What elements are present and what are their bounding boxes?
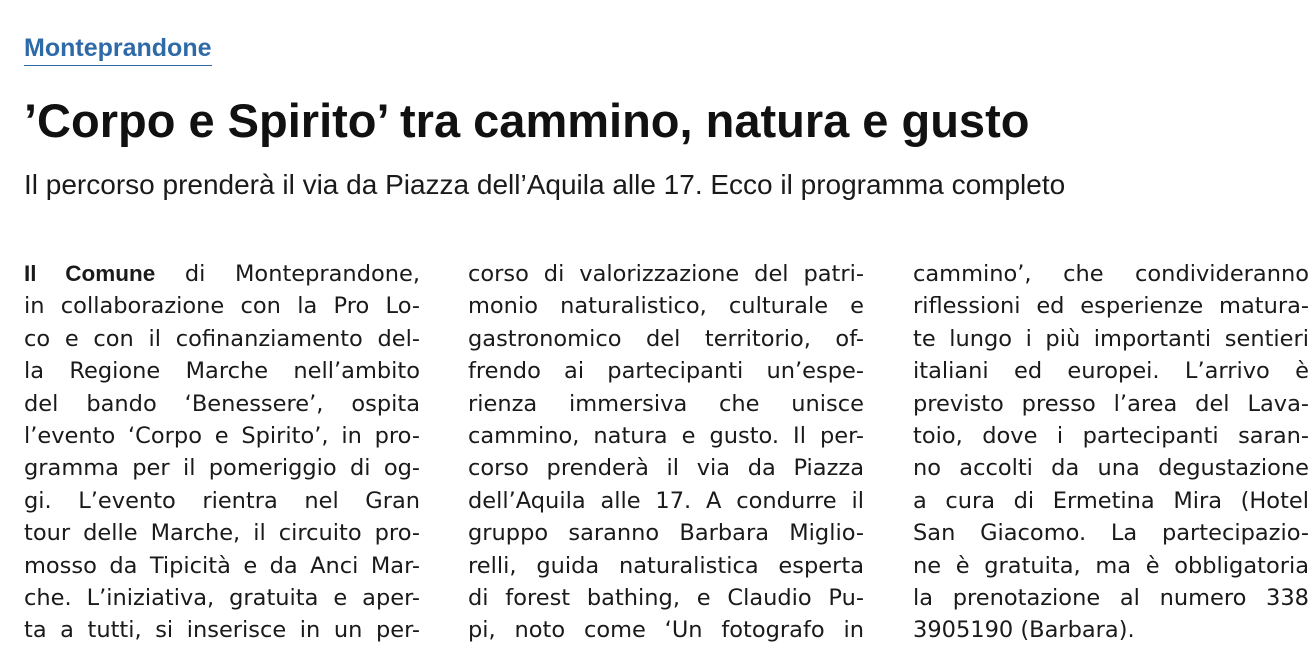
text-line: ta a tutti, si inserisce in un per- xyxy=(24,617,420,644)
text-line: rienza immersiva che unisce xyxy=(468,390,864,417)
text-line: frendo ai partecipanti un’espe- xyxy=(468,358,864,385)
text-line: in collaborazione con la Pro Lo- xyxy=(24,293,420,320)
text-line: relli, guida naturalistica esperta xyxy=(468,552,864,579)
text-line-content: di Monteprandone, xyxy=(155,261,420,287)
text-line: San Giacomo. La partecipazio- xyxy=(913,520,1309,547)
text-line: mosso da Tipicità e da Anci Mar- xyxy=(24,552,420,579)
text-line: no accolti da una degustazione xyxy=(913,455,1309,482)
text-line: co e con il cofinanziamento del- xyxy=(24,325,420,352)
text-line: riflessioni ed esperienze matura- xyxy=(913,293,1309,320)
article-column-2 xyxy=(468,258,864,647)
text-line: pi, noto come ‘Un fotografo in xyxy=(468,617,864,644)
text-line: monio naturalistico, culturale e xyxy=(468,293,864,320)
article-column-1 xyxy=(24,258,420,647)
text-line: di forest bathing, e Claudio Pu- xyxy=(468,584,864,611)
text-line: ne è gratuita, ma è obbligatoria xyxy=(913,552,1309,579)
subheadline: Il percorso prenderà il via da Piazza dell’Aquila alle 17. Ecco il programma completo xyxy=(24,169,1066,200)
article-column-3 xyxy=(913,258,1309,647)
headline: ’Corpo e Spirito’ tra cammino, natura e gusto xyxy=(24,94,1030,147)
lead-in: Il Comune xyxy=(24,261,156,286)
text-line: cammino’, che condivideranno xyxy=(913,261,1309,287)
text-line: corso prenderà il via da Piazza xyxy=(468,455,864,482)
section-label[interactable]: Monteprandone xyxy=(24,32,212,66)
text-line: gi. L’evento rientra nel Gran xyxy=(24,487,420,514)
text-line: gramma per il pomeriggio di og- xyxy=(24,455,420,482)
text-line: te lungo i più importanti sentieri xyxy=(913,325,1309,352)
text-line: cammino, natura e gusto. Il per- xyxy=(468,422,864,449)
text-line: la Regione Marche nell’ambito xyxy=(24,358,420,385)
text-line: previsto presso l’area del Lava- xyxy=(913,390,1309,417)
text-line: dell’Aquila alle 17. A condurre il xyxy=(468,487,864,514)
text-line: toio, dove i partecipanti saran- xyxy=(913,422,1309,449)
text-line: 3905190 (Barbara). xyxy=(913,617,1135,644)
text-line: l’evento ‘Corpo e Spirito’, in pro- xyxy=(24,422,420,449)
text-line: tour delle Marche, il circuito pro- xyxy=(24,520,420,547)
text-line: a cura di Ermetina Mira (Hotel xyxy=(913,487,1309,514)
text-line: gastronomico del territorio, of- xyxy=(468,325,864,352)
text-line: gruppo saranno Barbara Miglio- xyxy=(468,520,864,547)
text-line: corso di valorizzazione del patri- xyxy=(468,261,864,287)
text-line xyxy=(24,258,420,290)
text-line: italiani ed europei. L’arrivo è xyxy=(913,358,1309,385)
text-line: che. L’iniziativa, gratuita e aper- xyxy=(24,584,420,611)
text-line: del bando ‘Benessere’, ospita xyxy=(24,390,420,417)
text-line: la prenotazione al numero 338 xyxy=(913,584,1309,611)
